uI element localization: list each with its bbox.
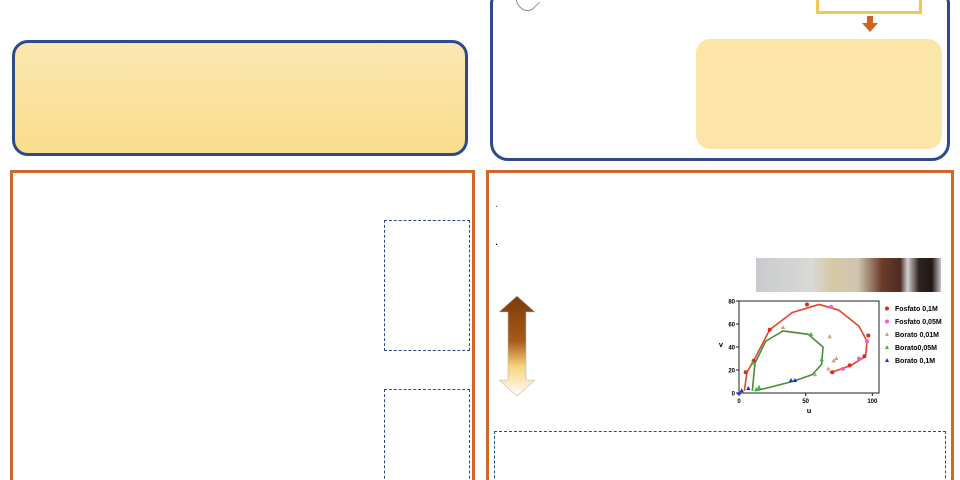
legend-marker bbox=[885, 345, 889, 349]
chart-420-glucosa bbox=[213, 219, 391, 337]
data-point bbox=[789, 378, 793, 382]
espectrofotometria-panel bbox=[10, 170, 475, 480]
data-point bbox=[865, 339, 869, 343]
data-point bbox=[848, 363, 852, 367]
data-point bbox=[862, 354, 866, 358]
data-point bbox=[829, 305, 833, 309]
legend-label: Fosfato 0,05M bbox=[895, 319, 942, 326]
data-point bbox=[857, 357, 861, 361]
color-panel bbox=[486, 170, 954, 480]
y-axis-label: v bbox=[718, 340, 724, 349]
data-point bbox=[805, 302, 809, 306]
x-tick-label: 100 bbox=[867, 399, 878, 405]
y-tick-label: 80 bbox=[728, 299, 735, 306]
chart-294-azucares bbox=[27, 387, 205, 480]
color-samples-photo bbox=[756, 258, 941, 292]
legend-label: Borato 0,01M bbox=[895, 332, 939, 339]
color-conclusions-box bbox=[494, 431, 946, 480]
data-point bbox=[827, 334, 831, 338]
chart-luminosidad bbox=[537, 297, 697, 415]
data-point bbox=[819, 357, 823, 361]
chart-294-glucosa bbox=[27, 219, 205, 337]
x-tick-label: 50 bbox=[802, 399, 810, 405]
data-point bbox=[781, 325, 785, 329]
legend-marker bbox=[885, 332, 889, 336]
chart-v-vs-u bbox=[711, 297, 951, 415]
bullet-luminosidad: · bbox=[495, 201, 498, 211]
determinaciones-label bbox=[816, 0, 922, 14]
data-point bbox=[826, 366, 830, 370]
luminosity-arrow-icon bbox=[499, 296, 535, 396]
color-title bbox=[489, 179, 951, 193]
x-axis-label: u bbox=[806, 406, 812, 415]
espectro-title bbox=[13, 179, 472, 193]
legend-marker bbox=[885, 358, 889, 362]
fit-curve-borato bbox=[752, 331, 823, 391]
data-point bbox=[841, 367, 845, 371]
x-tick-label: 0 bbox=[737, 399, 741, 405]
legend-marker bbox=[885, 307, 889, 311]
chart-420-azucares bbox=[213, 387, 391, 480]
data-point bbox=[746, 386, 750, 390]
determinaciones-list bbox=[696, 39, 942, 149]
y-tick-label: 20 bbox=[728, 368, 735, 375]
data-point bbox=[757, 385, 761, 389]
data-point bbox=[834, 356, 838, 360]
data-point bbox=[830, 370, 834, 374]
down-arrow-icon bbox=[862, 16, 878, 32]
y-tick-label: 40 bbox=[728, 345, 735, 352]
data-point bbox=[866, 334, 870, 338]
legend-label: Fosfato 0,1M bbox=[895, 306, 938, 313]
legend-marker bbox=[885, 320, 889, 324]
y-tick-label: 60 bbox=[728, 322, 735, 329]
conclusion-box-2 bbox=[384, 389, 470, 480]
data-point bbox=[744, 370, 748, 374]
legend-label: Borato0,05M bbox=[895, 345, 938, 352]
data-point bbox=[809, 332, 813, 336]
bullet-graficos: · bbox=[495, 239, 498, 249]
legend-label: Borato 0,1M bbox=[895, 358, 936, 365]
objetivo-text bbox=[15, 54, 465, 58]
objetivo-panel bbox=[12, 40, 468, 156]
data-point bbox=[739, 388, 743, 392]
y-tick-label: 0 bbox=[731, 391, 735, 398]
data-point bbox=[768, 328, 772, 332]
conclusion-box-1 bbox=[384, 220, 470, 351]
